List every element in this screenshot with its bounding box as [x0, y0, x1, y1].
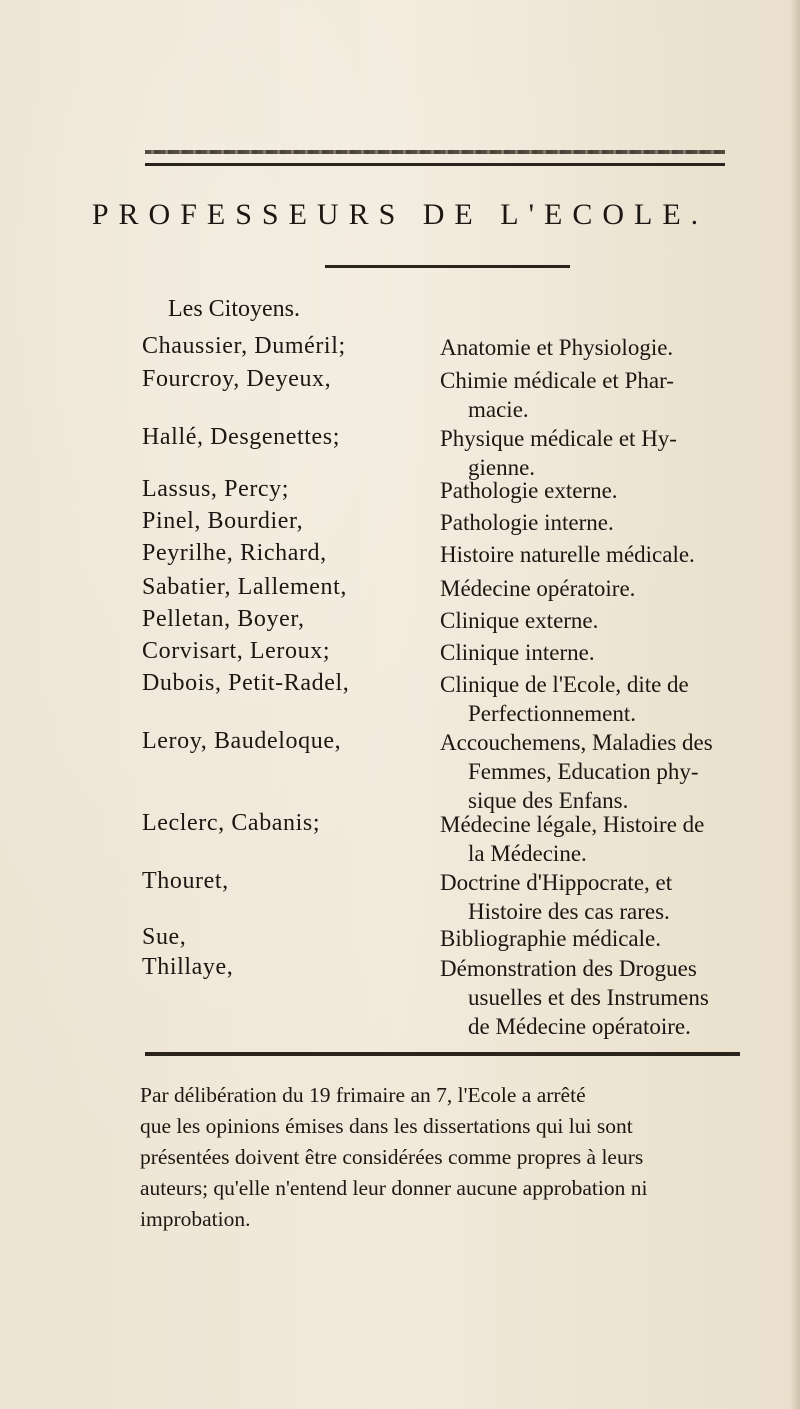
chair-line-continued: macie. [468, 397, 529, 422]
note-line: que les opinions émises dans les dissertations qui lui sont [140, 1114, 633, 1138]
professor-names: Lassus, Percy; [142, 476, 290, 502]
rule-line [145, 163, 725, 166]
chair-title [440, 333, 750, 362]
chair-line: Anatomie et Physiologie. [440, 335, 674, 360]
chair-title [440, 508, 750, 537]
chair-title [440, 606, 750, 635]
chair-line-continued: gienne. [468, 455, 536, 480]
professor-names: Sue, [142, 924, 187, 950]
professor-names: Fourcroy, Deyeux, [142, 366, 332, 392]
chair-line: Doctrine d'Hippocrate, et [440, 870, 673, 895]
chair-title [440, 574, 750, 603]
chair-line-continued: usuelles et des Instrumens [468, 985, 709, 1010]
rule-ornament-band [145, 150, 725, 154]
intro-heading: Les Citoyens. [168, 296, 300, 322]
professor-names: Pinel, Bourdier, [142, 508, 304, 534]
chair-line: Bibliographie médicale. [440, 926, 661, 951]
chair-line: Histoire naturelle médicale. [440, 542, 695, 567]
chair-title [440, 670, 750, 728]
professor-names: Thillaye, [142, 954, 234, 980]
chair-line: Médecine opératoire. [440, 576, 636, 601]
chair-line-continued: sique des Enfans. [468, 788, 629, 813]
chair-line-continued: la Médecine. [468, 841, 587, 866]
note-line: improbation. [140, 1207, 251, 1231]
chair-title [440, 868, 750, 926]
professor-names: Hallé, Desgenettes; [142, 424, 340, 450]
professor-names: Corvisart, Leroux; [142, 638, 331, 664]
professor-names: Pelletan, Boyer, [142, 606, 305, 632]
chair-title [440, 540, 750, 569]
professor-names: Thouret, [142, 868, 229, 894]
chair-line: Physique médicale et Hy- [440, 426, 677, 451]
chair-line-continued: Histoire des cas rares. [468, 899, 670, 924]
note-line: présentées doivent être considérées comme propres à leurs [140, 1145, 644, 1169]
note-line: Par délibération du 19 frimaire an 7, l'Ecole a arrêté [140, 1083, 586, 1107]
chair-line: Chimie médicale et Phar- [440, 368, 674, 393]
chair-line: Pathologie interne. [440, 510, 614, 535]
professor-names: Dubois, Petit-Radel, [142, 670, 350, 696]
chair-line: Pathologie externe. [440, 478, 618, 503]
professor-names: Leclerc, Cabanis; [142, 810, 321, 836]
title-underline-rule [325, 265, 570, 268]
chair-title [440, 638, 750, 667]
chair-line: Accouchemens, Maladies des [440, 730, 713, 755]
chair-line: Clinique de l'Ecole, dite de [440, 672, 689, 697]
professor-names: Peyrilhe, Richard, [142, 540, 327, 566]
chair-title [440, 810, 750, 868]
chair-line-continued: Perfectionnement. [468, 701, 636, 726]
chair-line: Clinique interne. [440, 640, 595, 665]
chair-line-continued: de Médecine opératoire. [468, 1014, 691, 1039]
bottom-rule [145, 1052, 740, 1056]
top-ornamental-rule [145, 150, 725, 168]
chair-line: Médecine légale, Histoire de [440, 812, 705, 837]
chair-title [440, 924, 750, 953]
professor-names: Leroy, Baudeloque, [142, 728, 342, 754]
deliberation-note [140, 1080, 750, 1235]
page-title: PROFESSEURS DE L'ECOLE. [91, 198, 709, 231]
chair-title [440, 476, 750, 505]
note-line: auteurs; qu'elle n'entend leur donner aucune approbation ni [140, 1176, 648, 1200]
professor-names: Chaussier, Duméril; [142, 333, 346, 359]
chair-line: Clinique externe. [440, 608, 599, 633]
professor-names: Sabatier, Lallement, [142, 574, 347, 600]
chair-line-continued: Femmes, Education phy- [468, 759, 699, 784]
chair-title [440, 366, 750, 424]
chair-title [440, 424, 750, 482]
chair-title [440, 954, 750, 1041]
chair-title [440, 728, 750, 815]
chair-line: Démonstration des Drogues [440, 956, 697, 981]
